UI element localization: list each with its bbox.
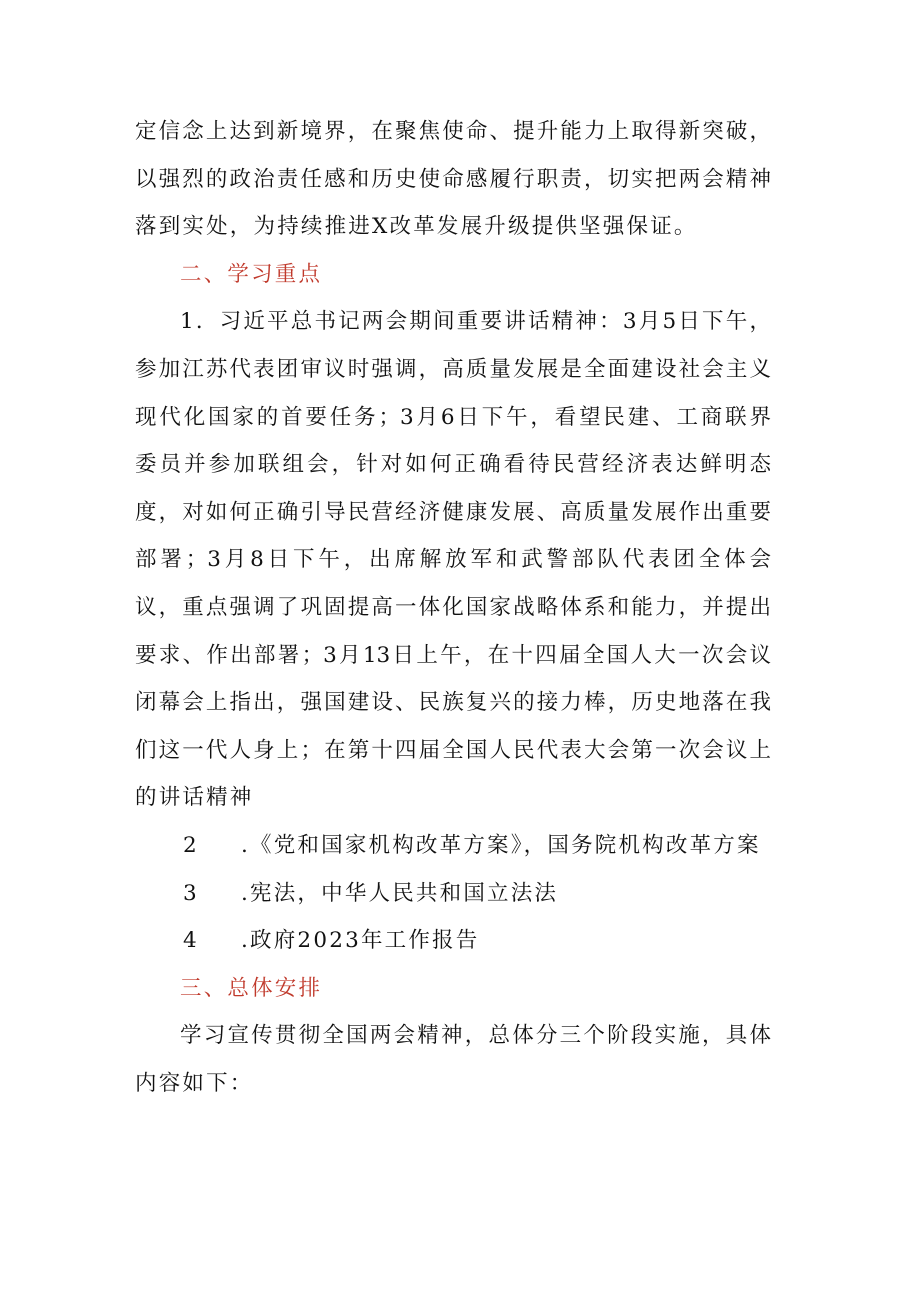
text-line: 落到实处，为持续推进X改革发展升级提供坚强保证。	[135, 214, 698, 240]
text-line: 要求、作出部署；3月13日上午，在十四届全国人大一次会议	[135, 642, 771, 668]
list-item	[135, 870, 771, 918]
section-heading-overall-arrangement: 三、总体安排	[180, 975, 323, 1001]
text-line: 们这一代人身上；在第十四届全国人民代表大会第一次会议上	[135, 737, 771, 763]
text-line: 的讲话精神	[135, 785, 254, 811]
list-item	[135, 917, 771, 965]
text-line: 现代化国家的首要任务；3月6日下午，看望民建、工商联界	[135, 404, 771, 430]
paragraph-arrangement	[135, 1012, 771, 1107]
list-item-number: 4	[183, 928, 199, 954]
list-item-text: .《党和国家机构改革方案》，国务院机构改革方案	[241, 832, 761, 858]
text-line: 定信念上达到新境界，在聚焦使命、提升能力上取得新突破，	[135, 119, 771, 144]
paragraph-point-1	[135, 298, 771, 822]
text-line: 以强烈的政治责任感和历史使命感履行职责，切实把两会精神	[135, 166, 771, 192]
numbered-list	[135, 822, 771, 965]
text-line: 1．习近平总书记两会期间重要讲话精神：3月5日下午，	[180, 309, 771, 335]
text-line: 议，重点强调了巩固提高一体化国家战略体系和能力，并提出	[135, 594, 771, 620]
text-line: 委员并参加联组会，针对如何正确看待民营经济表达鲜明态	[135, 452, 771, 478]
list-item-text: .宪法，中华人民共和国立法法	[241, 880, 559, 906]
text-line: 部署；3月8日下午，出席解放军和武警部队代表团全体会	[135, 547, 771, 573]
text-line: 度，对如何正确引导民营经济健康发展、高质量发展作出重要	[135, 499, 771, 525]
text-line: 参加江苏代表团审议时强调，高质量发展是全面建设社会主义	[135, 356, 771, 382]
text-line: 闭幕会上指出，强国建设、民族复兴的接力棒，历史地落在我	[135, 690, 771, 716]
text-line: 内容如下：	[135, 1070, 254, 1096]
text-line: 学习宣传贯彻全国两会精神，总体分三个阶段实施，具体	[180, 1023, 771, 1049]
paragraph-section1-tail	[135, 108, 771, 251]
list-item-number: 2	[183, 832, 199, 858]
list-item-text: .政府2023年工作报告	[241, 928, 480, 954]
section-heading-study-focus: 二、学习重点	[180, 261, 323, 287]
document-body	[135, 108, 771, 1107]
list-item-number: 3	[183, 880, 199, 906]
list-item	[135, 822, 771, 870]
